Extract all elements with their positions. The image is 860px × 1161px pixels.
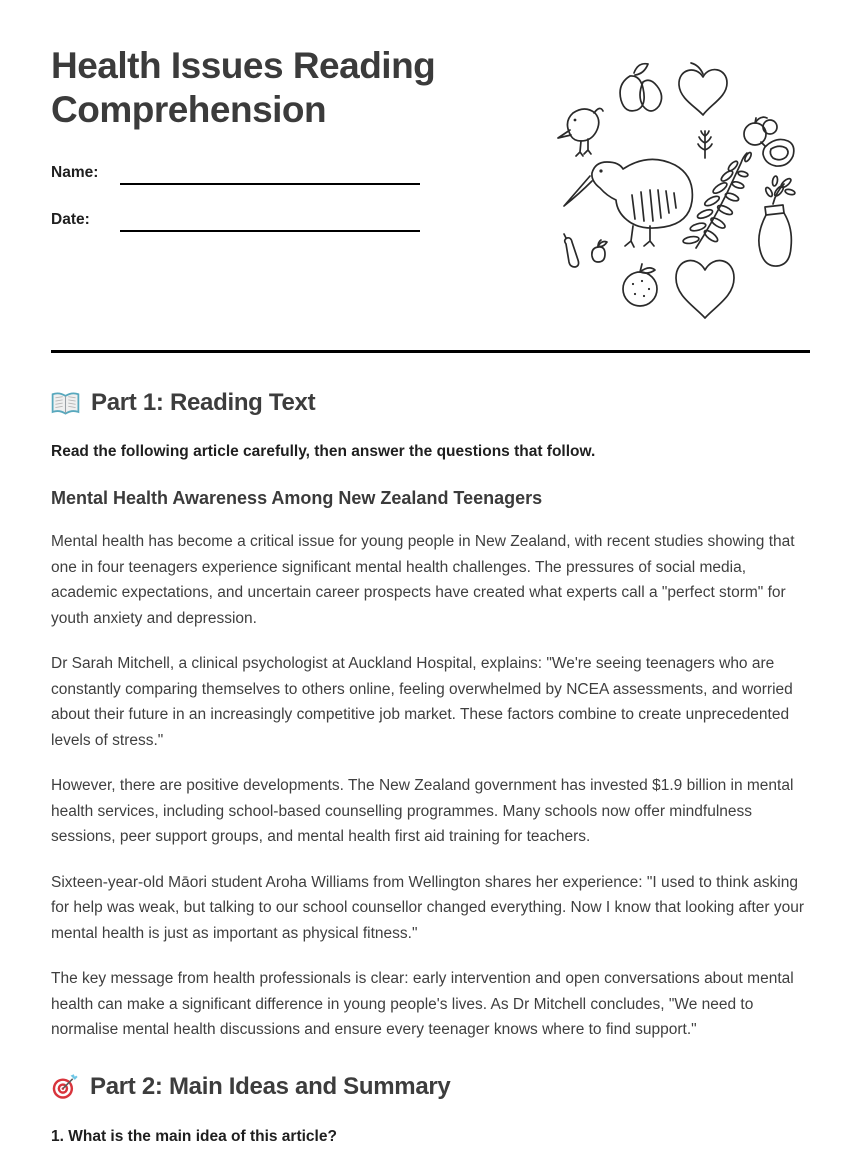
date-label: Date: — [51, 211, 90, 228]
fern-frond-icon — [683, 152, 753, 248]
tiny-sprig-icon — [698, 131, 712, 158]
name-field-row — [51, 164, 420, 185]
kiwi-bird-icon — [564, 159, 692, 247]
target-dart-icon — [51, 1073, 79, 1100]
kiwi-doodle-illustration — [545, 44, 813, 322]
page-title: Health Issues Reading Comprehension — [51, 45, 436, 131]
part1-heading-label: Part 1: Reading Text — [91, 389, 316, 416]
part1-section — [51, 389, 810, 1043]
small-bird-icon — [558, 108, 603, 156]
part1-heading — [51, 389, 810, 417]
article-title: Mental Health Awareness Among New Zealand Teenagers — [51, 488, 543, 508]
small-heart-icon — [679, 63, 727, 115]
article-paragraph-3: However, there are positive developments. The New Zealand government has invested $1.9 billion in mental health services, including school-based counselling programmes. Many schools now offer mindfulness sessions, peer support groups, and mental health first aid training for teachers. — [51, 777, 794, 845]
feijoa-fruit-icon — [620, 64, 662, 111]
article-paragraph-5: The key message from health professionals is clear: early intervention and open conversations about mental health can make a significant difference in young people's lives. As Dr Mitchell concludes, "We need to normalise mental health discussions and ensure every teenager knows where to find support." — [51, 970, 794, 1038]
article-paragraph-4: Sixteen-year-old Māori student Aroha Williams from Wellington shares her experience: "I used to think asking for help was weak, but talking to our school counsellor changed everything. Now I know that looking after your mental health is just as important as physical fitness." — [51, 873, 805, 942]
dotted-fruit-icon — [623, 264, 657, 306]
question-1: 1. What is the main idea of this article? — [51, 1127, 337, 1145]
part2-heading-label: Part 2: Main Ideas and Summary — [90, 1072, 451, 1100]
part2-section — [51, 1073, 810, 1146]
date-input-line[interactable] — [120, 214, 420, 232]
part2-heading — [51, 1073, 810, 1101]
tiny-apple-icon — [592, 240, 607, 262]
article-paragraph-2: Dr Sarah Mitchell, a clinical psychologist at Auckland Hospital, explains: "We're seeing teenagers who are constantly comparing themselves to others online, feeling overwhelmed by NCEA assessments, and worried about their future in an increasingly competitive job market. These factors combine to create unprecedented levels of stress." — [51, 655, 793, 749]
cut-feijoa-icon — [761, 139, 794, 166]
vase-with-sprig-icon — [759, 176, 796, 266]
big-heart-icon — [676, 261, 734, 318]
section-divider — [51, 350, 810, 353]
name-input-line[interactable] — [120, 167, 420, 185]
reading-instruction: Read the following article carefully, then answer the questions that follow. — [51, 443, 596, 460]
date-field-row — [51, 211, 420, 232]
worksheet-header — [51, 45, 810, 350]
name-label: Name: — [51, 164, 99, 181]
article-paragraph-1: Mental health has become a critical issue for young people in New Zealand, with recent studies showing that one in four teenagers experience significant mental health challenges. The pressures of social media, academic expectations, and uncertain career prospects have created what experts call a "perfect storm" for youth anxiety and depression. — [51, 533, 795, 627]
zucchini-icon — [564, 234, 579, 267]
kiwi-bird-doodle-svg — [545, 44, 813, 322]
open-book-icon — [51, 391, 80, 416]
